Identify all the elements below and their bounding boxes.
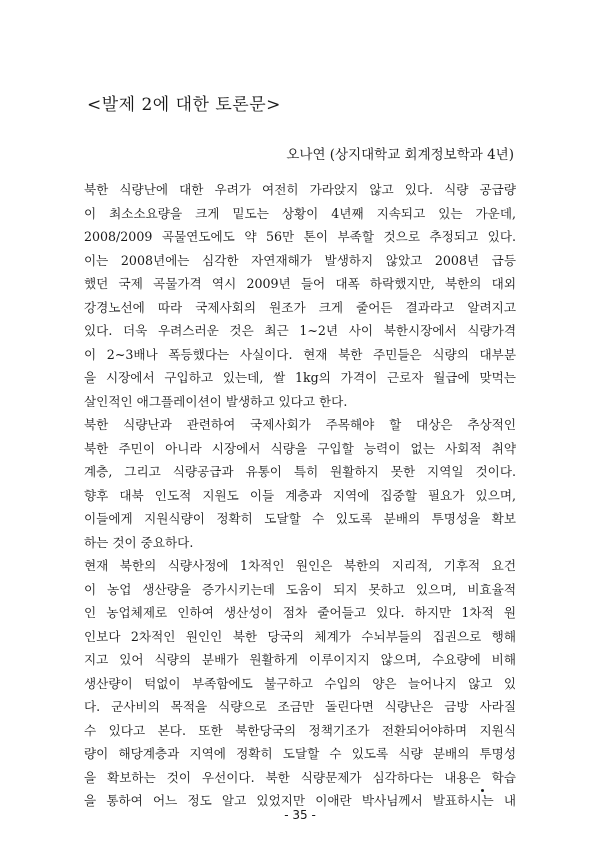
text-line: 2008/2009 곡물연도에도 약 56만 톤이 부족할 것으로 추정되고 있다.	[84, 229, 516, 244]
text-line: 북한 주민이 아니라 시장에서 식량을 구입할 능력이 없는 사회적 취약	[84, 440, 516, 456]
text-line: 이는 2008년에는 심각한 자연재해가 발생하지 않았고 2008년 급등	[84, 252, 516, 268]
text-line: 북한 식량난에 대한 우려가 여전히 가라앉지 않고 있다. 식량 공급량	[84, 182, 516, 197]
text-line: 하는 것이 중요하다.	[84, 534, 194, 550]
text-line: 을 통하여 어느 정도 알고 있었지만 이애란 박사님께서 발표하시는 내	[84, 793, 516, 808]
text-line: 을 시장에서 구입하고 있는데, 쌀 1kg의 가격이 근로자 월급에 맞먹는	[84, 370, 516, 385]
text-line: 인 농업체제로 인하여 생산성이 점차 줄어들고 있다. 하지만 1차적 원	[84, 605, 516, 620]
text-line: 인보다 2차적인 원인인 북한 당국의 체계가 수뇌부들의 집권으로 행해	[84, 628, 516, 644]
text-line: 있다. 더욱 우려스러운 것은 최근 1~2년 사이 북한시장에서 식량가격	[84, 323, 516, 338]
text-line: 강경노선에 따라 국제사회의 원조가 크게 줄어든 결과라고 알려지고	[84, 299, 516, 315]
text-line: 을 확보하는 것이 우선이다. 북한 식량문제가 심각하다는 내용은 학습	[84, 769, 516, 785]
text-line: 량이 해당계층과 지역에 정확히 도달할 수 있도록 식량 분배의 투명성	[84, 746, 516, 761]
text-line: 현재 북한의 식량사정에 1차적인 원인은 북한의 지리적, 기후적 요건	[84, 558, 516, 573]
text-line: 생산량이 턱없이 부족함에도 불구하고 수입의 양은 늘어나지 않고 있	[84, 675, 516, 691]
text-line: 이 최소소요량을 크게 밑도는 상황이 4년째 지속되고 있는 가운데,	[84, 205, 516, 221]
text-line: 수 있다고 본다. 또한 북한당국의 정책기조가 전환되어야하며 지원식	[84, 722, 516, 738]
text-line: 이 2~3배나 폭등했다는 사실이다. 현재 북한 주민들은 식량의 대부분	[84, 346, 516, 362]
text-line: 향후 대북 인도적 지원도 이들 계층과 지역에 집중할 필요가 있으며,	[84, 487, 516, 503]
text-line: 계층, 그리고 식량공급과 유통이 특히 원활하지 못한 지역일 것이다.	[84, 464, 516, 479]
text-line: 이 농업 생산량을 증가시키는데 도움이 되지 못하고 있으며, 비효율적	[84, 581, 516, 597]
text-line: 지고 있어 식량의 분배가 원활하게 이루이지지 않으며, 수요량에 비해	[84, 652, 516, 667]
document-title: <발제 2에 대한 토론문>	[87, 95, 281, 115]
page-number: - 35 -	[284, 808, 316, 822]
text-line: 살인적인 애그플레이션이 발생하고 있다고 한다.	[84, 393, 348, 409]
body-text	[84, 178, 516, 813]
text-line: 이들에게 지원식량이 정확히 도달할 수 있도록 분배의 투명성을 확보	[84, 511, 516, 526]
text-line: 북한 식량난과 관련하여 국제사회가 주목해야 할 대상은 추상적인	[84, 417, 516, 432]
author-line: 오나연 (상지대학교 회계정보학과 4년)	[286, 147, 514, 163]
text-line: 했던 국제 곡물가격 역시 2009년 들어 대폭 하락했지만, 북한의 대외	[84, 276, 516, 291]
text-line: 다. 군사비의 목적을 식량으로 조금만 돌린다면 식량난은 금방 사라질	[84, 699, 516, 714]
stray-dot-mark	[481, 789, 484, 792]
